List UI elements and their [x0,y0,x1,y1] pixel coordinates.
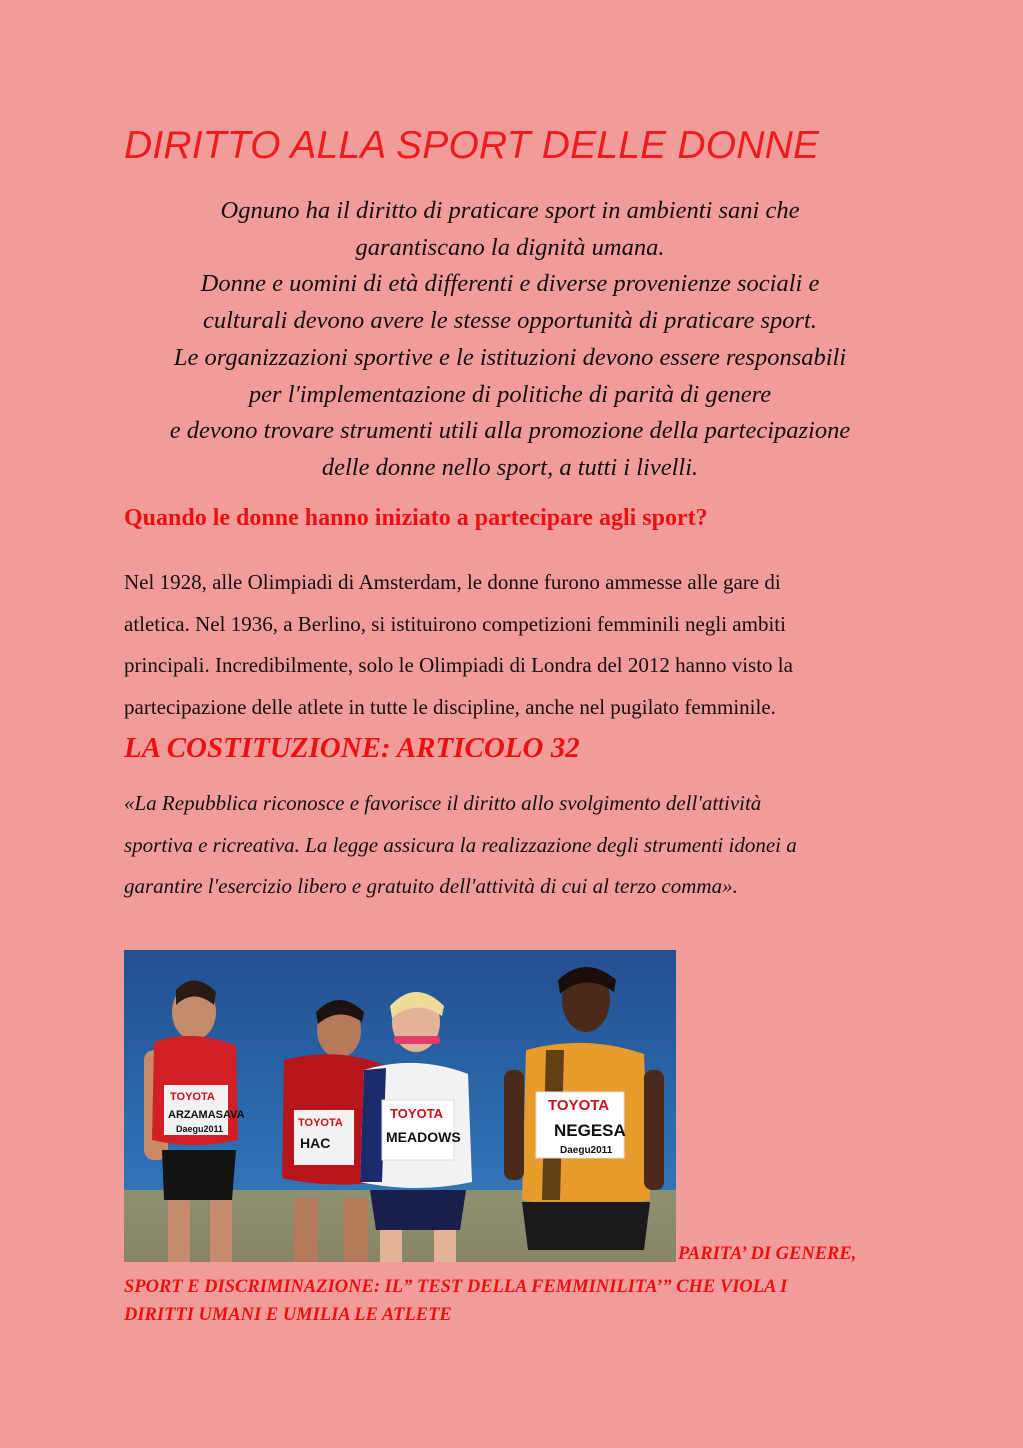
bib-sponsor: TOYOTA [170,1091,215,1103]
intro-line: delle donne nello sport, a tutti i livelli. [321,453,699,481]
bib-name: ARZAMASAVA [168,1109,245,1121]
caption-line: DIRITTI UMANI E UMILIA LE ATLETE [124,1305,452,1325]
constitution-heading: LA COSTITUZIONE: ARTICOLO 32 [124,732,580,764]
constitution-quote [124,783,797,908]
caption-text [124,1273,787,1329]
intro-line: culturali devono avere le stesse opportunità di praticare sport. [202,307,817,335]
intro-line: Le organizzazioni sportive e le istituzioni devono essere responsabili [173,343,847,371]
bib-sponsor: TOYOTA [390,1106,443,1121]
bib-event: Daegu2011 [560,1145,613,1156]
caption-first-line: PARITA’ DI GENERE, [678,1244,857,1264]
section-question-heading: Quando le donne hanno iniziato a partecipare agli sport? [124,505,708,531]
intro-line: e devono trovare strumenti utili alla promozione della partecipazione [169,417,851,445]
intro-line: Ognuno ha il diritto di praticare sport in ambienti sani che [220,197,800,224]
history-line: partecipazione delle atlete in tutte le discipline, anche nel pugilato femminile. [124,694,776,719]
runners-photo [124,950,676,1262]
bib-sponsor: TOYOTA [548,1097,610,1114]
bib-event: Daegu2011 [176,1124,224,1134]
quote-line: «La Repubblica riconosce e favorisce il diritto allo svolgimento dell'attività [124,791,762,815]
history-line: atletica. Nel 1936, a Berlino, si istituirono competizioni femminili negli ambiti [124,611,786,636]
intro-paragraph [124,193,896,487]
history-paragraph [124,562,793,728]
bib-name: NEGESA [554,1121,626,1140]
caption-line: SPORT E DISCRIMINAZIONE: IL” TEST DELLA FEMMINILITA’” CHE VIOLA I [124,1277,788,1297]
intro-line: garantiscano la dignità umana. [355,233,665,261]
quote-line: garantire l'esercizio libero e gratuito dell'attività di cui al terzo comma». [124,874,738,898]
quote-line: sportiva e ricreativa. La legge assicura la realizzazione degli strumenti idonei a [124,832,797,857]
history-line: Nel 1928, alle Olimpiadi di Amsterdam, le donne furono ammesse alle gare di [124,570,781,594]
page-title: DIRITTO ALLA SPORT DELLE DONNE [124,124,820,167]
intro-line: per l'implementazione di politiche di parità di genere [248,380,772,408]
history-line: principali. Incredibilmente, solo le Olimpiadi di Londra del 2012 hanno visto la [124,653,793,677]
bib-name: MEADOWS [386,1129,461,1145]
bib-sponsor: TOYOTA [298,1117,343,1129]
bib-name: HAC [300,1135,331,1151]
intro-line: Donne e uomini di età differenti e diverse provenienze sociali e [200,270,820,298]
